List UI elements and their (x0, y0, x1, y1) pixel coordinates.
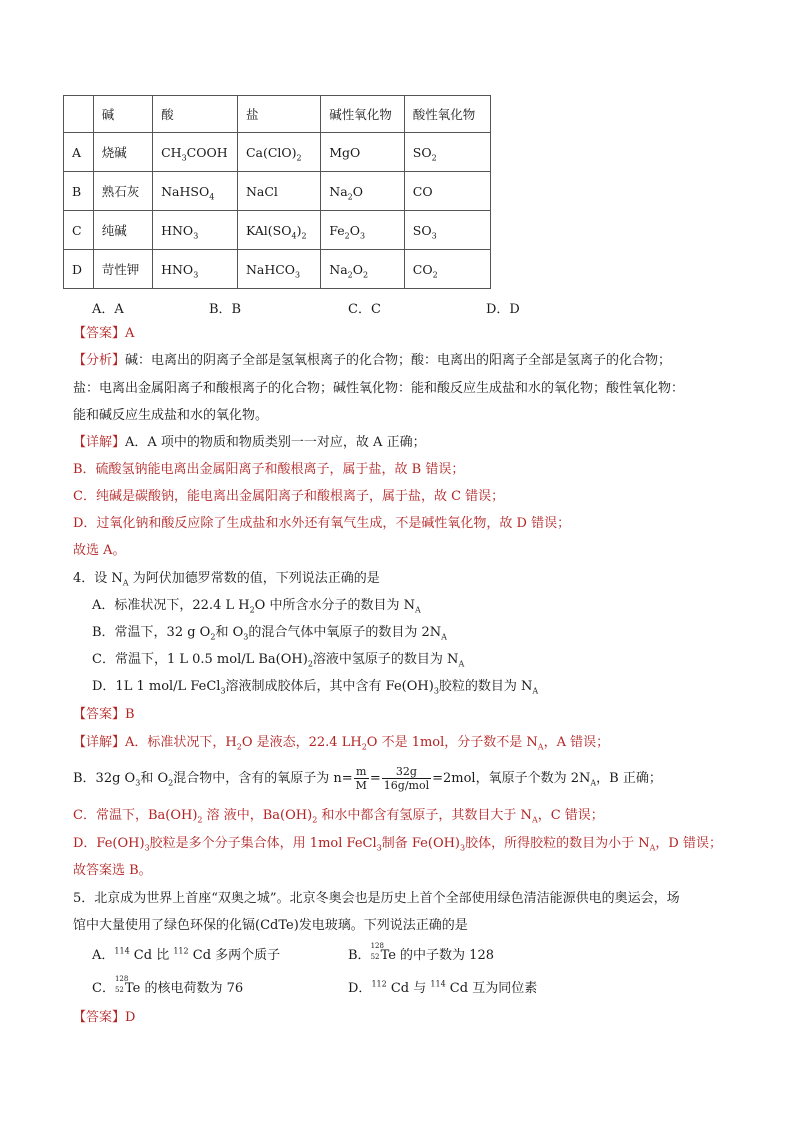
table-header-cell: 碱性氧化物 (321, 96, 405, 133)
table-cell: $CH_3COOH$ (153, 133, 238, 172)
q4-option-c: C．常温下，1 L 0.5 mol/L $Ba(OH)_2$溶液中氢原子的数目为 $N_A$ (92, 652, 465, 669)
table-header-row (64, 96, 491, 133)
table-cell: $SO_2$ (404, 133, 490, 172)
option-a: A．A (92, 302, 124, 317)
table-cell: A (64, 133, 94, 172)
table-cell: $CO_2$ (404, 250, 490, 289)
table-cell: $SO_3$ (404, 211, 490, 250)
table-cell: $HNO_3$ (153, 211, 238, 250)
q4-detail: 【详解】A．标准状况下，$H_2O$ 是液态，22.4 $LH_2O$ 不是 1mol，分子数不是 $N_A$，A 错误； (73, 735, 610, 752)
table-cell: 纯碱 (93, 211, 152, 250)
table-row (64, 172, 491, 211)
table-header-cell: 酸 (153, 96, 238, 133)
table-cell: 熟石灰 (93, 172, 152, 211)
option-d: D．D (486, 302, 520, 317)
table-row (64, 250, 491, 289)
table-header-cell: 碱 (93, 96, 152, 133)
q3-answer: 【答案】A (73, 326, 135, 341)
table-cell: $KAl(SO_4)_2$ (237, 211, 320, 250)
table-cell: CO (404, 172, 490, 211)
table-cell: $HNO_3$ (153, 250, 238, 289)
table-cell: MgO (321, 133, 405, 172)
table-cell: C (64, 211, 94, 250)
table-cell: NaHSO$_4$ (153, 172, 238, 211)
q5-option-b: B． 128 52 Te 的中子数为 128 (348, 942, 494, 963)
table-header-cell: 酸性氧化物 (404, 96, 490, 133)
table-cell: $Ca(ClO)_2$ (237, 133, 320, 172)
table-cell: 苛性钾 (93, 250, 152, 289)
q4-answer: 【答案】B (73, 707, 135, 722)
q3-detail: 【详解】A．A 项中的物质和物质类别一一对应，故 A 正确； (73, 435, 426, 450)
fraction-m-over-m: $\frac{m}{M}$ (355, 765, 367, 792)
q4-detail-line: D．$Fe(OH)_3$胶粒是多个分子集合体，用 1mol FeCl$_3$制备 $Fe(OH)_3$胶体，所得胶粒的数目为小于 $N_A$，D 错误； (73, 836, 722, 853)
q3-conclusion: 故选 A。 (73, 543, 126, 558)
q3-analysis-line: 能和碱反应生成盐和水的氧化物。 (73, 408, 269, 423)
table-cell: D (64, 250, 94, 289)
q3-detail-line: B．硫酸氢钠能电离出金属阳离子和酸根离子，属于盐，故 B 错误； (73, 462, 465, 477)
q4-detail-line: C．常温下，$Ba(OH)_2$ 溶 液中，$Ba(OH)_2$ 和水中都含有氢原子，其数目大于 $N_A$，C 错误； (73, 808, 604, 825)
q5-stem-line: 馆中大量使用了绿色环保的化镉(CdTe)发电玻璃。下列说法正确的是 (73, 918, 468, 933)
q3-detail-line: C．纯碱是碳酸钠，能电离出金属阳离子和酸根离子，属于盐，故 C 错误； (73, 489, 505, 504)
table-cell: $Fe_2O_3$ (321, 211, 405, 250)
q5-option-c: C． 128 52 Te 的核电荷数为 76 (92, 975, 244, 996)
q4-option-a: A．标准状况下，22.4 L $H_2O$ 中所含水分子的数目为 $N_A$ (92, 598, 421, 615)
table-cell: B (64, 172, 94, 211)
table-cell: $Na_2O$ (321, 172, 405, 211)
q4-option-b: B．常温下，32 g $O_2$和 $O_3$的混合气体中氧原子的数目为 $2N_A$ (92, 625, 447, 642)
q4-conclusion: 故答案选 B。 (73, 863, 152, 878)
table-header-cell: 盐 (237, 96, 320, 133)
q3-analysis-line: 盐：电离出金属阳离子和酸根离子的化合物；碱性氧化物：能和酸反应生成盐和水的氧化物；酸性氧化物： (73, 381, 685, 396)
q3-detail-line: D．过氧化钠和酸反应除了生成盐和水外还有氧气生成，不是碱性氧化物，故 D 错误； (73, 516, 571, 531)
table-cell: $Na_2O_2$ (321, 250, 405, 289)
q4-detail-line: B．32g $O_3$和 $O_2$混合物中，含有的氧原子为 n= $\frac{m}{M}$ = $\frac{32g}{\text{16g/mol}}$ =2mol，氧原子个数为 $2N_A$，B 正确； (73, 765, 662, 792)
table-cell: 烧碱 (93, 133, 152, 172)
table-cell: NaHCO$_3$ (237, 250, 320, 289)
q5-answer: 【答案】D (73, 1010, 136, 1025)
q3-analysis: 【分析】碱：电离出的阴离子全部是氢氧根离子的化合物；酸：电离出的阳离子全部是氢离子的化合物； (73, 353, 672, 368)
option-c: C．C (348, 302, 381, 317)
q5-option-a: A．$^{114}$ Cd 比 $^{112}$ Cd 多两个质子 (92, 946, 281, 963)
fraction-mass-over-molar-mass: $\frac{32g}{\text{16g/mol}}$ (383, 765, 430, 792)
table-row (64, 211, 491, 250)
classification-table (63, 95, 491, 289)
table-header-cell (64, 96, 94, 133)
table-row (64, 133, 491, 172)
table-cell: NaCl (237, 172, 320, 211)
q4-option-d: D．1L 1 mol/L FeCl$_3$溶液制成胶体后，其中含有 $Fe(OH)_3$胶粒的数目为 $N_A$ (92, 679, 539, 696)
q5-stem: 5．北京成为世界上首座“双奥之城”。北京冬奥会也是历史上首个全部使用绿色清洁能源供电的奥运会，场 (73, 891, 680, 906)
q4-stem: 4．设 $N_A$ 为阿伏加德罗常数的值，下列说法正确的是 (73, 571, 380, 588)
option-b: B．B (209, 302, 242, 317)
q5-option-d: D．$^{112}$ Cd 与 $^{114}$ Cd 互为同位素 (348, 979, 538, 996)
